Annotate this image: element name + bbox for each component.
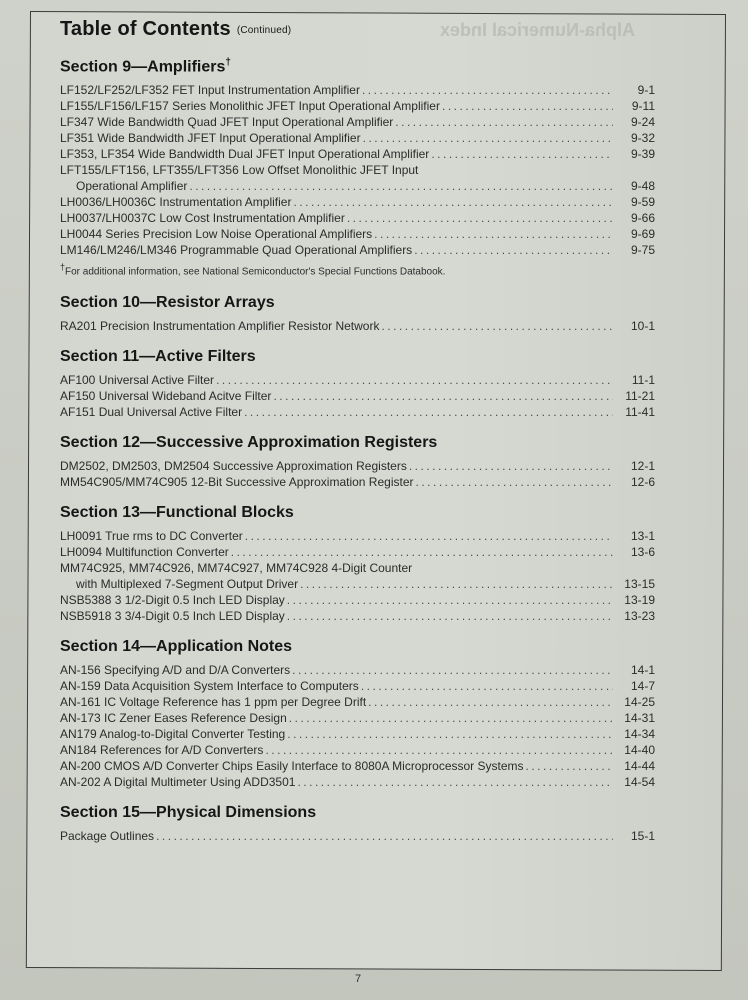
dot-leader: [300, 576, 613, 592]
entry-list: [60, 372, 660, 420]
section-title: [60, 52, 660, 78]
toc-content: [60, 14, 660, 844]
entry-page-number: 13-6: [630, 544, 655, 559]
title-continued: (Continued): [236, 25, 292, 36]
entry-title: Package Outlines: [60, 828, 155, 843]
entry-page-number: 9-48: [630, 179, 655, 194]
entry-list: [60, 828, 660, 844]
entry-page-number: 12-1: [630, 458, 655, 473]
entry-page-number: 10-1: [630, 318, 655, 333]
toc-section: [60, 802, 660, 844]
toc-entry[interactable]: [60, 194, 655, 210]
entry-page-number: 13-15: [624, 576, 655, 591]
entry-title: AN-202 A Digital Multimeter Using ADD3501: [60, 774, 296, 789]
entry-title: MM74C925, MM74C926, MM74C927, MM74C928 4-Digit Counter: [60, 560, 413, 575]
entry-title: AF100 Universal Active Filter: [60, 372, 215, 387]
entry-title: LF347 Wide Bandwidth Quad JFET Input Operational Amplifier: [60, 115, 394, 130]
entry-page-number: 9-69: [630, 227, 655, 242]
dot-leader: [245, 528, 613, 544]
entry-list: [60, 458, 660, 490]
dot-leader: [363, 130, 613, 146]
dot-leader: [414, 242, 613, 258]
section-title-text: Section 11—Active Filters: [60, 347, 256, 365]
section-title-text: Section 12—Successive Approximation Registers: [60, 433, 438, 451]
dot-leader: [442, 98, 613, 114]
dot-leader: [416, 474, 614, 490]
section-title: [60, 502, 660, 524]
entry-page-number: 13-1: [630, 528, 655, 543]
entry-title: AN-156 Specifying A/D and D/A Converters: [60, 662, 291, 677]
dot-leader: [297, 774, 613, 790]
toc-entry[interactable]: [60, 758, 655, 774]
entry-title: Operational Amplifier: [76, 179, 188, 194]
toc-entry[interactable]: [60, 694, 655, 710]
entry-title: AN179 Analog-to-Digital Converter Testing: [60, 726, 286, 741]
toc-entry[interactable]: [60, 458, 655, 474]
section-title: [60, 802, 660, 824]
entry-page-number: 9-75: [630, 243, 655, 258]
entry-title: LF351 Wide Bandwidth JFET Input Operational Amplifier: [60, 131, 361, 146]
footnote-text: For additional information, see National Semiconductor's Special Functions Databook.: [65, 266, 446, 278]
entry-page-number: 14-7: [630, 678, 655, 693]
section-title-text: Section 13—Functional Blocks: [60, 503, 294, 521]
entry-title: LH0036/LH0036C Instrumentation Amplifier: [60, 195, 292, 210]
dot-leader: [265, 742, 613, 758]
toc-section: [60, 502, 660, 624]
dot-leader: [273, 388, 613, 404]
dot-leader: [361, 678, 613, 694]
dagger-marker: †: [225, 57, 231, 68]
toc-entry[interactable]: [60, 474, 655, 490]
entry-page-number: 14-25: [624, 694, 655, 709]
entry-page-number: 9-24: [630, 115, 655, 130]
entry-title: AN-159 Data Acquisition System Interface to Computers: [60, 678, 359, 693]
title-text: Table of Contents: [60, 18, 231, 40]
entry-title: AN-173 IC Zener Eases Reference Design: [60, 710, 287, 725]
section-title: [60, 346, 660, 368]
entry-list: [60, 82, 660, 258]
entry-list: [60, 662, 660, 790]
entry-title: AN184 References for A/D Converters: [60, 742, 264, 757]
entry-page-number: 15-1: [630, 828, 655, 843]
toc-section: [60, 346, 660, 420]
entry-page-number: 14-44: [624, 758, 655, 773]
dot-leader: [526, 758, 613, 774]
dot-leader: [287, 608, 613, 624]
toc-entry[interactable]: [60, 372, 655, 388]
toc-entry[interactable]: [60, 404, 655, 420]
entry-title: AF150 Universal Wideband Acitve Filter: [60, 388, 272, 403]
section-title-text: Section 15—Physical Dimensions: [60, 803, 317, 821]
dot-leader: [287, 592, 613, 608]
entry-list: [60, 528, 660, 624]
footnote: [60, 260, 660, 279]
dot-leader: [395, 114, 613, 130]
entry-title: LH0037/LH0037C Low Cost Instrumentation Amplifier: [60, 211, 345, 226]
dot-leader: [287, 726, 613, 742]
entry-title: AN-161 IC Voltage Reference has 1 ppm per Degree Drift: [60, 694, 367, 709]
entry-title: LH0094 Multifunction Converter: [60, 544, 229, 559]
toc-section: [60, 636, 660, 790]
entry-page-number: 14-54: [624, 774, 655, 789]
dot-leader: [289, 710, 613, 726]
entry-page-number: 14-31: [624, 710, 655, 725]
toc-entry[interactable]: [60, 544, 655, 560]
toc-sections: [60, 52, 660, 844]
entry-title: AF151 Dual Universal Active Filter: [60, 404, 243, 419]
toc-entry[interactable]: [60, 608, 655, 624]
toc-entry[interactable]: [60, 662, 655, 678]
entry-title: LM146/LM246/LM346 Programmable Quad Operational Amplifiers: [60, 243, 413, 258]
dot-leader: [381, 318, 613, 334]
section-title: [60, 432, 660, 454]
entry-page-number: 9-66: [630, 211, 655, 226]
toc-entry[interactable]: [60, 742, 655, 758]
section-title-text: Section 9—Amplifiers: [60, 58, 226, 76]
dot-leader: [189, 178, 613, 194]
entry-page-number: 14-34: [624, 726, 655, 741]
dot-leader: [216, 372, 613, 388]
entry-title: with Multiplexed 7-Segment Output Driver: [76, 576, 299, 591]
entry-title: LFT155/LFT156, LFT355/LFT356 Low Offset Monolithic JFET Input: [60, 163, 419, 178]
dot-leader: [431, 146, 613, 162]
entry-page-number: 9-59: [630, 195, 655, 210]
dot-leader: [293, 194, 613, 210]
toc-entry[interactable]: [60, 82, 655, 98]
dot-leader: [244, 404, 613, 420]
entry-title: RA201 Precision Instrumentation Amplifier Resistor Network: [60, 318, 380, 333]
dot-leader: [156, 828, 613, 844]
entry-title: LH0091 True rms to DC Converter: [60, 528, 243, 543]
toc-entry[interactable]: [60, 388, 655, 404]
entry-page-number: 14-40: [624, 742, 655, 757]
toc-section: [60, 292, 660, 334]
toc-entry[interactable]: [60, 226, 655, 242]
dot-leader: [368, 694, 613, 710]
toc-section: [60, 432, 660, 490]
section-title: [60, 292, 660, 314]
toc-entry[interactable]: [60, 560, 655, 576]
entry-title: DM2502, DM2503, DM2504 Successive Approximation Registers: [60, 458, 407, 473]
entry-title: LF155/LF156/LF157 Series Monolithic JFET Input Operational Amplifier: [60, 99, 440, 114]
entry-page-number: 9-11: [631, 99, 655, 114]
toc-entry[interactable]: [60, 592, 655, 608]
toc-entry[interactable]: [60, 114, 655, 130]
entry-page-number: 11-41: [625, 404, 655, 419]
entry-page-number: 9-32: [630, 131, 655, 146]
dot-leader: [231, 544, 613, 560]
dot-leader: [292, 662, 613, 678]
section-title-text: Section 10—Resistor Arrays: [60, 293, 275, 311]
entry-page-number: 13-23: [624, 608, 655, 623]
entry-title: MM54C905/MM74C905 12-Bit Successive Approximation Register: [60, 474, 414, 489]
toc-entry[interactable]: [60, 130, 655, 146]
entry-page-number: 11-1: [631, 372, 655, 387]
dot-leader: [347, 210, 613, 226]
entry-title: AN-200 CMOS A/D Converter Chips Easily Interface to 8080A Microprocessor Systems: [60, 758, 524, 773]
toc-entry[interactable]: [60, 178, 655, 194]
toc-entry[interactable]: [60, 528, 655, 544]
dot-leader: [409, 458, 613, 474]
entry-title: NSB5388 3 1/2-Digit 0.5 Inch LED Display: [60, 592, 285, 607]
entry-title: LH0044 Series Precision Low Noise Operational Amplifiers: [60, 227, 373, 242]
entry-title: LF353, LF354 Wide Bandwidth Dual JFET Input Operational Amplifier: [60, 147, 430, 162]
toc-entry[interactable]: [60, 576, 655, 592]
toc-entry[interactable]: [60, 146, 655, 162]
entry-page-number: 13-19: [624, 592, 655, 607]
page-title: [60, 14, 660, 46]
entry-list: [60, 318, 660, 334]
entry-page-number: 14-1: [630, 662, 655, 677]
section-title: [60, 636, 660, 658]
toc-entry[interactable]: [60, 678, 655, 694]
entry-title: LF152/LF252/LF352 FET Input Instrumentation Amplifier: [60, 83, 360, 98]
toc-entry[interactable]: [60, 318, 655, 334]
entry-page-number: 9-39: [630, 147, 655, 162]
toc-entry[interactable]: [60, 210, 655, 226]
toc-entry[interactable]: [60, 726, 655, 742]
toc-entry[interactable]: [60, 98, 655, 114]
entry-page-number: 12-6: [630, 474, 655, 489]
entry-page-number: 9-1: [637, 83, 655, 98]
toc-entry[interactable]: [60, 774, 655, 790]
toc-entry[interactable]: [60, 710, 655, 726]
toc-entry[interactable]: [60, 162, 655, 178]
footnote-marker: †: [60, 262, 66, 273]
toc-entry[interactable]: [60, 828, 655, 844]
entry-title: NSB5918 3 3/4-Digit 0.5 Inch LED Display: [60, 608, 285, 623]
dot-leader: [362, 82, 613, 98]
toc-entry[interactable]: [60, 242, 655, 258]
show-through-text: Alpha-Numerical Index: [440, 20, 636, 40]
entry-page-number: 11-21: [625, 388, 655, 403]
toc-section: [60, 52, 660, 280]
dot-leader: [374, 226, 613, 242]
section-title-text: Section 14—Application Notes: [60, 637, 293, 655]
page-number: 7: [355, 973, 362, 985]
